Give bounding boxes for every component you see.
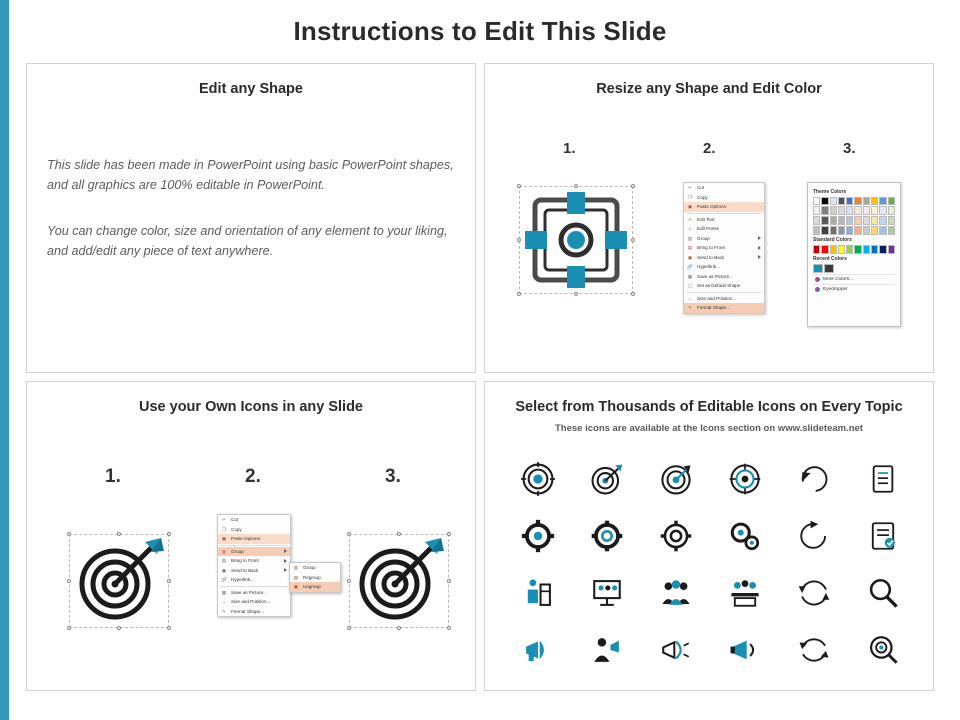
panel-title-icon-library: Select from Thousands of Editable Icons on Every Topic bbox=[515, 399, 903, 415]
menu-item-send-to-back[interactable] bbox=[218, 566, 290, 576]
menu-label: Edit Points bbox=[697, 226, 719, 232]
menu-label: Group bbox=[697, 235, 710, 241]
submenu-item-ungroup[interactable] bbox=[290, 582, 340, 592]
menu-item-cut[interactable] bbox=[218, 515, 290, 525]
swatch[interactable] bbox=[838, 216, 845, 225]
menu-separator bbox=[220, 586, 288, 587]
menu-label: Ungroup bbox=[303, 584, 321, 590]
edit-point-handle[interactable] bbox=[347, 626, 351, 630]
swatch[interactable] bbox=[846, 197, 853, 205]
swatch[interactable] bbox=[830, 197, 837, 205]
swatch[interactable] bbox=[813, 197, 820, 205]
menu-item-paste-options[interactable] bbox=[684, 202, 764, 212]
more-colors-button[interactable] bbox=[813, 274, 895, 284]
copy-icon: ❐ bbox=[221, 526, 227, 532]
gears-double-icon[interactable] bbox=[728, 519, 762, 553]
resize-handle[interactable] bbox=[517, 292, 521, 296]
menu-label: Paste Options: bbox=[231, 536, 262, 542]
resize-handle[interactable] bbox=[631, 292, 635, 296]
target-dart-icon[interactable] bbox=[590, 462, 624, 496]
refresh-arrow-icon[interactable] bbox=[797, 519, 831, 553]
menu-label: Group bbox=[231, 548, 244, 554]
swatch[interactable] bbox=[888, 226, 895, 235]
swatch[interactable] bbox=[888, 197, 895, 205]
menu-label: Hyperlink... bbox=[231, 577, 254, 583]
swatch[interactable] bbox=[854, 226, 861, 235]
swatch[interactable] bbox=[824, 264, 834, 273]
size-icon: ↔ bbox=[221, 599, 227, 604]
swatch[interactable] bbox=[830, 206, 837, 215]
swatch[interactable] bbox=[838, 197, 845, 205]
swatch[interactable] bbox=[821, 245, 828, 254]
panel-title-resize-shape: Resize any Shape and Edit Color bbox=[596, 81, 822, 97]
menu-label: Copy bbox=[231, 526, 242, 532]
submenu-item-group[interactable] bbox=[290, 563, 340, 573]
person-podium-icon[interactable] bbox=[521, 576, 555, 610]
swatch[interactable] bbox=[888, 216, 895, 225]
resize-handle[interactable] bbox=[517, 238, 521, 242]
menu-item-copy[interactable] bbox=[684, 193, 764, 203]
swatch[interactable] bbox=[863, 245, 870, 254]
icon-library-grid bbox=[503, 450, 917, 678]
context-menu-shape[interactable] bbox=[683, 182, 765, 314]
swatch[interactable] bbox=[821, 206, 828, 215]
submenu-item-regroup[interactable] bbox=[290, 573, 340, 583]
menu-label: Save as Picture... bbox=[697, 273, 734, 279]
swatch[interactable] bbox=[879, 197, 886, 205]
menu-label: Size and Position... bbox=[231, 599, 271, 605]
resize-handle[interactable] bbox=[574, 184, 578, 188]
swatch[interactable] bbox=[879, 206, 886, 215]
menu-item-bring-to-front[interactable] bbox=[218, 556, 290, 566]
standard-colors-label: Standard Colors bbox=[813, 237, 852, 243]
swatch[interactable] bbox=[813, 226, 820, 235]
menu-item-save-as-picture[interactable] bbox=[218, 588, 290, 598]
menu-label: Format Shape... bbox=[697, 305, 730, 311]
chevron-right-icon bbox=[284, 559, 287, 563]
group-icon: ▥ bbox=[293, 565, 299, 570]
chevron-right-icon bbox=[758, 246, 761, 250]
swatch[interactable] bbox=[863, 216, 870, 225]
default-shape-icon: ▢ bbox=[687, 283, 693, 288]
ungroup-icon: ▣ bbox=[293, 584, 299, 589]
group-people-icon[interactable] bbox=[659, 576, 693, 610]
group-icon: ▥ bbox=[687, 235, 693, 241]
panel-icon-library bbox=[484, 381, 934, 691]
menu-label: Hyperlink... bbox=[697, 264, 720, 270]
megaphone-outline-icon[interactable] bbox=[659, 633, 693, 667]
swatch[interactable] bbox=[821, 226, 828, 235]
swatch[interactable] bbox=[813, 245, 820, 254]
menu-label: Regroup bbox=[303, 574, 321, 580]
person-speaking-icon[interactable] bbox=[590, 633, 624, 667]
swatch[interactable] bbox=[854, 206, 861, 215]
resize-handle[interactable] bbox=[167, 579, 171, 583]
resize-shape-figure bbox=[511, 180, 641, 300]
edit-point-handle[interactable] bbox=[447, 626, 451, 630]
swatch[interactable] bbox=[846, 216, 853, 225]
menu-item-hyperlink[interactable] bbox=[218, 575, 290, 585]
own-icons-step-1: 1. bbox=[105, 466, 121, 487]
size-icon: ↔ bbox=[687, 295, 693, 301]
menu-item-bring-to-front[interactable] bbox=[684, 243, 764, 253]
menu-separator bbox=[686, 292, 762, 293]
swatch[interactable] bbox=[879, 226, 886, 235]
clipboard-icon: ▣ bbox=[687, 204, 693, 209]
resize-handle[interactable] bbox=[574, 292, 578, 296]
menu-item-edit-points[interactable] bbox=[684, 224, 764, 234]
menu-item-size-and-position[interactable] bbox=[218, 597, 290, 607]
menu-label: Send to Back bbox=[231, 567, 259, 573]
format-icon: ✎ bbox=[688, 305, 692, 310]
swatch[interactable] bbox=[871, 197, 878, 205]
menu-label: Cut bbox=[697, 185, 705, 191]
swatch[interactable] bbox=[821, 216, 828, 225]
swatch[interactable] bbox=[821, 197, 828, 205]
swatch[interactable] bbox=[863, 226, 870, 235]
eyedropper-icon bbox=[815, 287, 820, 292]
resize-handle[interactable] bbox=[117, 532, 121, 536]
resize-handle[interactable] bbox=[67, 532, 71, 536]
send-back-icon: ▣ bbox=[687, 254, 693, 260]
theme-colors-label: Theme Colors bbox=[813, 189, 847, 195]
target-arrow-icon[interactable] bbox=[659, 462, 693, 496]
eyedropper-button[interactable] bbox=[813, 284, 895, 294]
menu-item-copy[interactable] bbox=[218, 525, 290, 535]
menu-label: Send to Back bbox=[697, 254, 725, 260]
magnifier-icon[interactable] bbox=[866, 576, 900, 610]
resize-step-2: 2. bbox=[703, 140, 716, 157]
swatch[interactable] bbox=[813, 206, 820, 215]
edit-point-handle[interactable] bbox=[397, 626, 401, 630]
menu-label: Cut bbox=[231, 517, 239, 523]
panel-own-icons bbox=[26, 381, 476, 691]
bring-front-icon: ▤ bbox=[687, 245, 693, 250]
format-icon: ✎ bbox=[222, 608, 226, 614]
chevron-right-icon bbox=[284, 568, 287, 572]
panel-title-own-icons: Use your Own Icons in any Slide bbox=[139, 399, 363, 415]
swatch[interactable] bbox=[813, 264, 823, 273]
refresh-clockwise-icon[interactable] bbox=[797, 462, 831, 496]
checklist-document-icon[interactable] bbox=[866, 519, 900, 553]
resize-handle[interactable] bbox=[517, 184, 521, 188]
text-icon: A bbox=[688, 216, 692, 222]
group-submenu[interactable] bbox=[289, 562, 341, 593]
scissors-icon: ✂ bbox=[688, 185, 692, 190]
swatch[interactable] bbox=[854, 245, 861, 254]
menu-label: Paste Options: bbox=[697, 204, 728, 210]
swatch[interactable] bbox=[871, 226, 878, 235]
swatch[interactable] bbox=[863, 197, 870, 205]
swatch[interactable] bbox=[846, 226, 853, 235]
color-wheel-icon bbox=[815, 277, 820, 282]
menu-item-send-to-back[interactable] bbox=[684, 253, 764, 263]
menu-item-save-as-picture[interactable] bbox=[684, 272, 764, 282]
standard-colors-row[interactable] bbox=[813, 245, 895, 254]
swatch[interactable] bbox=[871, 206, 878, 215]
selection-box bbox=[349, 534, 449, 628]
theme-colors-row-2[interactable] bbox=[813, 206, 895, 215]
target-crosshair-icon[interactable] bbox=[728, 462, 762, 496]
edit-point-handle[interactable] bbox=[397, 532, 401, 536]
scissors-icon: ✂ bbox=[222, 517, 226, 522]
panel-subtitle-icon-library: These icons are available at the Icons section on www.slideteam.net bbox=[555, 423, 863, 434]
theme-colors-row-3[interactable] bbox=[813, 216, 895, 225]
menu-label: Bring to Front bbox=[231, 558, 259, 564]
theme-colors-row-1[interactable] bbox=[813, 197, 895, 205]
swatch[interactable] bbox=[838, 206, 845, 215]
picture-icon: ▦ bbox=[221, 589, 227, 595]
own-icon-figure-1 bbox=[65, 522, 175, 632]
megaphone-filled-icon[interactable] bbox=[728, 633, 762, 667]
swatch[interactable] bbox=[813, 216, 820, 225]
resize-handle[interactable] bbox=[67, 579, 71, 583]
theme-colors-row-4[interactable] bbox=[813, 226, 895, 235]
menu-item-edit-text[interactable] bbox=[684, 215, 764, 225]
resize-handle[interactable] bbox=[167, 532, 171, 536]
menu-separator bbox=[686, 213, 762, 214]
menu-item-group[interactable] bbox=[218, 547, 290, 557]
edit-point-handle[interactable] bbox=[447, 579, 451, 583]
resize-handle[interactable] bbox=[631, 184, 635, 188]
swatch[interactable] bbox=[888, 245, 895, 254]
edit-point-handle[interactable] bbox=[447, 532, 451, 536]
chevron-right-icon bbox=[284, 549, 287, 553]
swatch[interactable] bbox=[846, 245, 853, 254]
menu-item-group[interactable] bbox=[684, 234, 764, 244]
group-icon: ▥ bbox=[221, 548, 227, 554]
chevron-right-icon bbox=[758, 236, 761, 240]
swatch[interactable] bbox=[846, 206, 853, 215]
menu-label: Copy bbox=[697, 194, 708, 200]
resize-handle[interactable] bbox=[117, 626, 121, 630]
resize-handle[interactable] bbox=[167, 626, 171, 630]
target-magnifier-icon[interactable] bbox=[866, 633, 900, 667]
eyedropper-label: Eyedropper bbox=[823, 287, 848, 292]
clipboard-icon: ▣ bbox=[221, 536, 227, 541]
swatch[interactable] bbox=[879, 245, 886, 254]
accent-bar bbox=[0, 0, 9, 720]
swatch[interactable] bbox=[830, 216, 837, 225]
menu-item-size-and-position[interactable] bbox=[684, 294, 764, 304]
menu-item-paste-options[interactable] bbox=[218, 534, 290, 544]
more-colors-label: More Colors... bbox=[823, 277, 854, 282]
resize-step-1: 1. bbox=[563, 140, 576, 157]
swatch[interactable] bbox=[854, 216, 861, 225]
menu-label: Set as Default Shape bbox=[697, 283, 741, 289]
swatch[interactable] bbox=[830, 226, 837, 235]
presentation-people-icon[interactable] bbox=[590, 576, 624, 610]
resize-handle[interactable] bbox=[67, 626, 71, 630]
copy-icon: ❐ bbox=[687, 194, 693, 200]
menu-item-set-default-shape[interactable] bbox=[684, 281, 764, 291]
swatch[interactable] bbox=[830, 245, 837, 254]
regroup-icon: ▤ bbox=[293, 574, 299, 580]
menu-item-hyperlink[interactable] bbox=[684, 262, 764, 272]
document-list-icon[interactable] bbox=[866, 462, 900, 496]
menu-item-format-shape[interactable] bbox=[218, 607, 290, 617]
own-icons-step-3: 3. bbox=[385, 466, 401, 487]
menu-label: Edit Text bbox=[697, 216, 715, 222]
edit-point-handle[interactable] bbox=[347, 579, 351, 583]
menu-separator bbox=[220, 545, 288, 546]
own-icon-figure-3 bbox=[345, 522, 455, 632]
megaphone-icon[interactable] bbox=[521, 633, 555, 667]
gear-center-icon[interactable] bbox=[521, 519, 555, 553]
edit-shape-paragraph-2: You can change color, size and orientation of any element to your liking, and add/edit any piece of text anywhere. bbox=[47, 224, 448, 258]
context-menu-icon[interactable] bbox=[217, 514, 291, 617]
swatch[interactable] bbox=[854, 197, 861, 205]
swatch[interactable] bbox=[838, 245, 845, 254]
sync-arrows-icon[interactable] bbox=[797, 576, 831, 610]
menu-label: Format Shape... bbox=[231, 608, 264, 614]
swatch[interactable] bbox=[871, 245, 878, 254]
points-icon: ◇ bbox=[688, 226, 692, 231]
menu-label: Size and Position... bbox=[697, 295, 737, 301]
page-title: Instructions to Edit This Slide bbox=[293, 16, 667, 46]
resize-handle[interactable] bbox=[631, 238, 635, 242]
gear-outline-icon[interactable] bbox=[659, 519, 693, 553]
panel-edit-shape bbox=[26, 63, 476, 373]
link-icon: 🔗 bbox=[687, 264, 693, 269]
selection-box bbox=[69, 534, 169, 628]
panel-title-edit-shape: Edit any Shape bbox=[199, 81, 303, 97]
resize-step-3: 3. bbox=[843, 140, 856, 157]
menu-item-format-shape[interactable] bbox=[684, 303, 764, 313]
menu-label: Save as Picture... bbox=[231, 589, 268, 595]
target-circles-icon[interactable] bbox=[521, 462, 555, 496]
team-meeting-icon[interactable] bbox=[728, 576, 762, 610]
recycle-arrows-icon[interactable] bbox=[797, 633, 831, 667]
edit-shape-paragraph-1: This slide has been made in PowerPoint using basic PowerPoint shapes, and all graphics are 100% editable in PowerPoint. bbox=[47, 158, 454, 192]
send-back-icon: ▣ bbox=[221, 567, 227, 573]
color-picker-panel[interactable] bbox=[807, 182, 901, 327]
picture-icon: ▦ bbox=[687, 273, 693, 279]
swatch[interactable] bbox=[888, 206, 895, 215]
swatch[interactable] bbox=[863, 206, 870, 215]
swatch[interactable] bbox=[838, 226, 845, 235]
edit-point-handle[interactable] bbox=[347, 532, 351, 536]
swatch[interactable] bbox=[879, 216, 886, 225]
bring-front-icon: ▤ bbox=[221, 558, 227, 563]
recent-colors-row[interactable] bbox=[813, 264, 895, 273]
own-icons-step-2: 2. bbox=[245, 466, 261, 487]
menu-label: Group bbox=[303, 565, 316, 571]
recent-colors-label: Recent Colors bbox=[813, 256, 847, 262]
gear-teeth-icon[interactable] bbox=[590, 519, 624, 553]
panel-resize-shape bbox=[484, 63, 934, 373]
menu-label: Bring to Front bbox=[697, 245, 725, 251]
link-icon: 🔗 bbox=[221, 577, 227, 582]
selection-box bbox=[519, 186, 633, 294]
swatch[interactable] bbox=[871, 216, 878, 225]
menu-item-cut[interactable] bbox=[684, 183, 764, 193]
chevron-right-icon bbox=[758, 255, 761, 259]
